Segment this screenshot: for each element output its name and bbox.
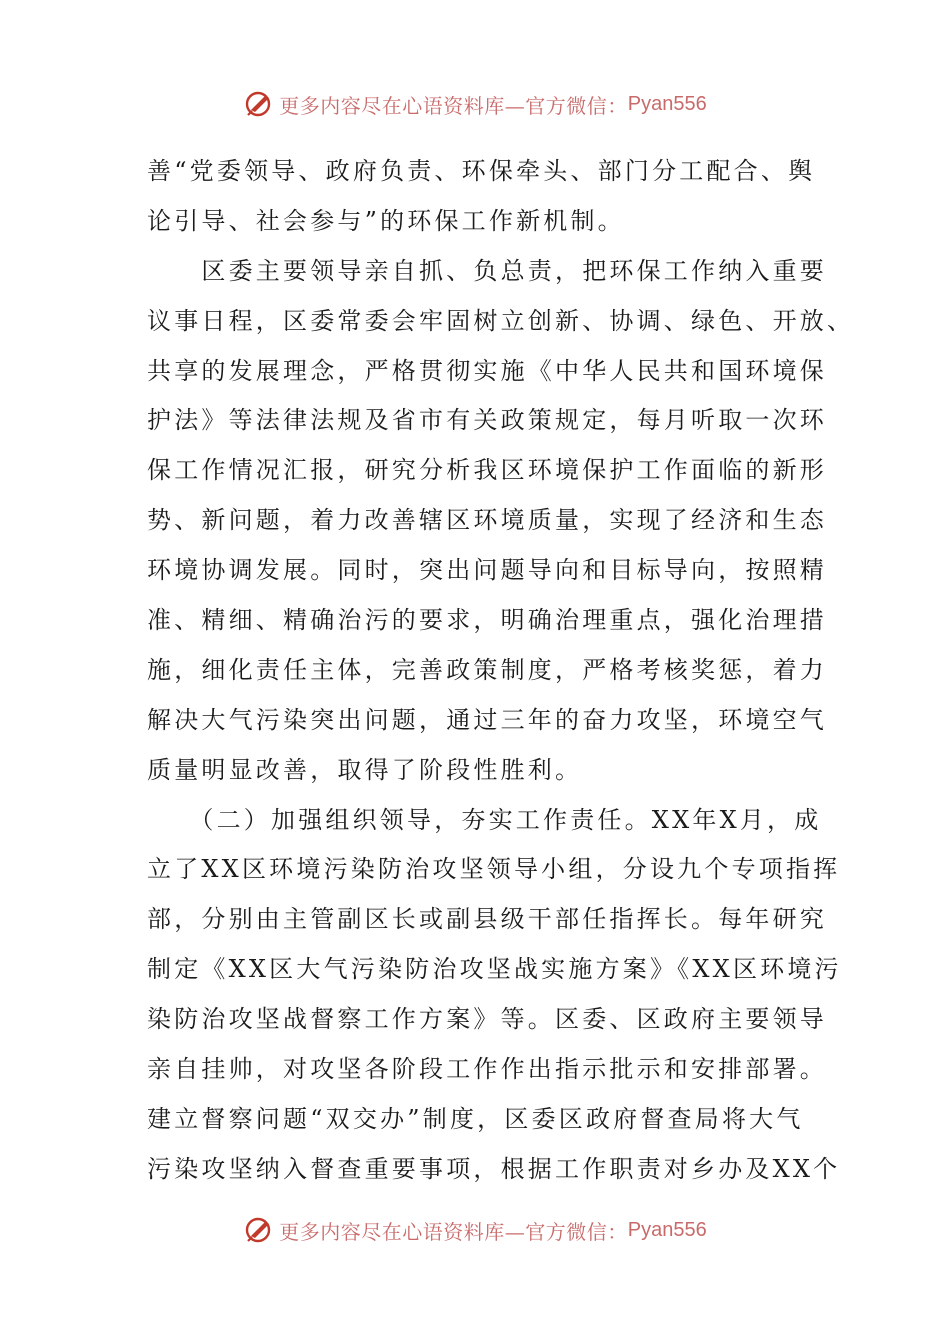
text-line: 准、精细、精确治污的要求，明确治理重点，强化治理措	[147, 606, 827, 635]
text-line: 部，分别由主管副区长或副县级干部任指挥长。每年研究	[147, 905, 827, 934]
document-body	[147, 147, 855, 1195]
text-line: （二）加强组织领导，夯实工作责任。XX年X月，成	[147, 805, 822, 834]
pen-logo-icon	[243, 1214, 275, 1246]
text-line: 解决大气污染突出问题，通过三年的奋力攻坚，环境空气	[147, 705, 827, 734]
text-line: 亲自挂帅，对攻坚各阶段工作作出指示批示和安排部署。	[147, 1055, 827, 1084]
text-line: 护法》等法律法规及省市有关政策规定，每月听取一次环	[147, 406, 827, 435]
watermark-text: 更多内容尽在心语资料库—官方微信：	[279, 1219, 628, 1244]
watermark-handle: Pyan556	[627, 92, 707, 115]
text-line: 环境协调发展。同时，突出问题导向和目标导向，按照精	[147, 556, 827, 585]
text-line: 立了XX区环境污染防治攻坚领导小组，分设九个专项指挥	[147, 855, 841, 884]
text-line: 污染攻坚纳入督查重要事项，根据工作职责对乡办及XX个	[147, 1154, 841, 1183]
footer-watermark	[0, 1212, 950, 1248]
text-line: 质量明显改善，取得了阶段性胜利。	[147, 755, 583, 784]
text-line: 制定《XX区大气污染防治攻坚战实施方案》《XX区环境污	[147, 955, 842, 984]
text-line: 建立督察问题“双交办”制度，区委区政府督查局将大气	[147, 1104, 804, 1133]
pen-logo-icon	[243, 88, 275, 120]
watermark-text: 更多内容尽在心语资料库—官方微信：	[279, 93, 628, 118]
header-watermark	[0, 86, 950, 122]
text-line: 共享的发展理念，严格贯彻实施《中华人民共和国环境保	[147, 356, 827, 385]
watermark-handle: Pyan556	[627, 1218, 707, 1241]
text-line: 染防治攻坚战督察工作方案》等。区委、区政府主要领导	[147, 1005, 827, 1034]
text-line: 善“党委领导、政府负责、环保牵头、部门分工配合、舆	[147, 157, 816, 185]
text-line: 势、新问题，着力改善辖区环境质量，实现了经济和生态	[147, 506, 827, 535]
text-line: 论引导、社会参与”的环保工作新机制。	[147, 206, 625, 235]
text-line: 区委主要领导亲自抓、负总责，把环保工作纳入重要	[147, 256, 827, 285]
text-line: 保工作情况汇报，研究分析我区环境保护工作面临的新形	[147, 456, 827, 485]
text-line: 议事日程，区委常委会牢固树立创新、协调、绿色、开放、	[147, 306, 855, 335]
text-line: 施，细化责任主体，完善政策制度，严格考核奖惩，着力	[147, 655, 827, 684]
